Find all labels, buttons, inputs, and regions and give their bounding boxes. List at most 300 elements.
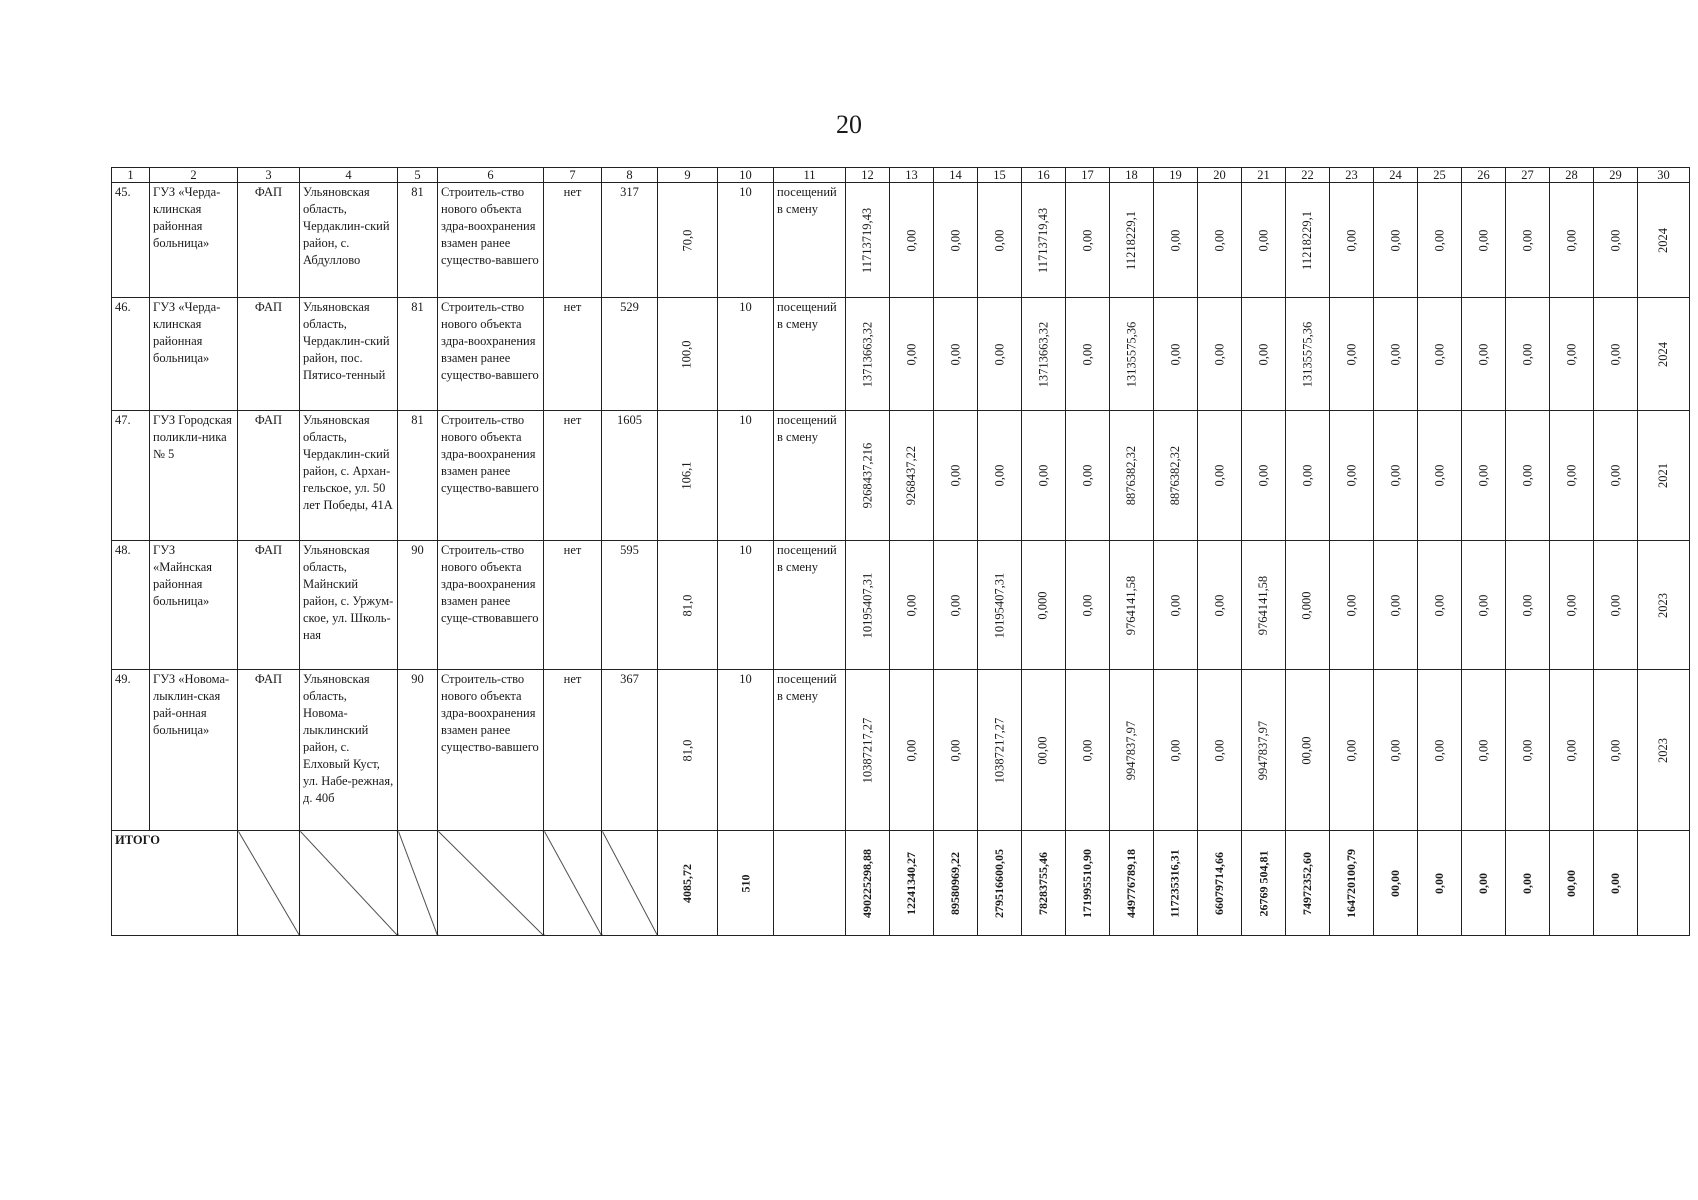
amount-text: 9764141,58 — [1256, 575, 1270, 635]
unit-label: посещений в смену — [774, 183, 846, 298]
amount-cell — [1638, 541, 1690, 670]
amount-cell — [1066, 298, 1110, 411]
total-amount-cell — [1286, 831, 1330, 936]
total-amount-text: 00,00 — [1388, 869, 1402, 897]
capacity-value — [658, 670, 718, 831]
amount-text: 0,00 — [1212, 229, 1226, 251]
capacity-text: 81,0 — [680, 594, 694, 616]
amount-text: 2023 — [1656, 737, 1670, 763]
empty-cell — [238, 831, 300, 936]
amount-cell — [1374, 670, 1418, 831]
amount-text: 0,00 — [1168, 739, 1182, 761]
amount-cell — [1242, 411, 1286, 541]
col10-value: 10 — [718, 298, 774, 411]
organization: ГУЗ «Новома-лыклин-ская рай-онная больница» — [150, 670, 238, 831]
total-amount-text: 26769 504,81 — [1256, 850, 1270, 916]
amount-text: 0,00 — [1564, 594, 1578, 616]
col7-value: нет — [544, 298, 602, 411]
row-number: 47. — [112, 411, 150, 541]
col7-value: нет — [544, 541, 602, 670]
amount-text: 2024 — [1656, 341, 1670, 367]
amount-cell — [1198, 183, 1242, 298]
amount-text: 0,00 — [992, 464, 1006, 487]
col5-value: 90 — [398, 670, 438, 831]
amount-text: 0,00 — [1168, 229, 1182, 251]
total-amount-text: 171995510,90 — [1080, 848, 1094, 918]
work-type: Строитель-ство нового объекта здра-воохранения взамен ранее существо-вавшего — [438, 298, 544, 411]
header-cell: 15 — [978, 168, 1022, 183]
amount-text: 13713663,32 — [860, 321, 874, 387]
amount-text: 0,00 — [1300, 464, 1314, 487]
amount-text: 10387217,27 — [992, 717, 1006, 783]
amount-text: 0,00 — [1212, 343, 1226, 365]
amount-cell — [1110, 541, 1154, 670]
amount-text: 0,00 — [904, 594, 918, 616]
amount-text: 0,00 — [1520, 594, 1534, 616]
amount-text: 0,00 — [1080, 229, 1094, 251]
amount-text: 00,00 — [1300, 735, 1314, 765]
amount-cell — [846, 411, 890, 541]
amount-cell — [890, 541, 934, 670]
work-type: Строитель-ство нового объекта здра-воохранения взамен ранее существо-вавшего — [438, 183, 544, 298]
total-amount-cell — [1638, 831, 1690, 936]
amount-text: 9764141,58 — [1124, 575, 1138, 635]
empty-cell — [398, 831, 438, 936]
amount-text: 0,00 — [992, 229, 1006, 251]
amount-text: 0,00 — [1564, 739, 1578, 761]
amount-cell — [1506, 183, 1550, 298]
amount-cell — [1066, 183, 1110, 298]
work-type: Строитель-ство нового объекта здра-воохранения взамен ранее суще-ствовавшего — [438, 541, 544, 670]
amount-cell — [1506, 298, 1550, 411]
organization: ГУЗ «Майнская районная больница» — [150, 541, 238, 670]
amount-cell — [1506, 670, 1550, 831]
amount-cell — [1462, 670, 1506, 831]
facility-type: ФАП — [238, 183, 300, 298]
amount-text: 0,00 — [1608, 229, 1622, 251]
amount-text: 0,00 — [1476, 343, 1490, 365]
total-capacity — [658, 831, 718, 936]
amount-cell — [1418, 298, 1462, 411]
amount-text: 13135575,36 — [1300, 321, 1314, 387]
amount-text: 2021 — [1656, 463, 1670, 488]
amount-cell — [1198, 670, 1242, 831]
header-cell: 6 — [438, 168, 544, 183]
total-amount-text: 164720100,79 — [1344, 848, 1358, 918]
total-row — [112, 831, 1690, 936]
organization: ГУЗ Городская поликли-ника № 5 — [150, 411, 238, 541]
header-cell: 26 — [1462, 168, 1506, 183]
amount-cell — [1154, 411, 1198, 541]
amount-text: 11713719,43 — [860, 207, 875, 273]
amount-cell — [1330, 298, 1374, 411]
amount-text: 0,00 — [1256, 343, 1270, 365]
header-cell: 20 — [1198, 168, 1242, 183]
amount-text: 0,00 — [1520, 739, 1534, 761]
amount-cell — [1374, 183, 1418, 298]
work-type: Строитель-ство нового объекта здра-воохранения взамен ранее существо-вавшего — [438, 411, 544, 541]
header-cell: 21 — [1242, 168, 1286, 183]
total-amount-cell — [1418, 831, 1462, 936]
amount-cell — [1330, 411, 1374, 541]
header-cell: 1 — [112, 168, 150, 183]
total-amount-cell — [1242, 831, 1286, 936]
amount-text: 0,00 — [1432, 229, 1446, 251]
amount-cell — [978, 541, 1022, 670]
total-amount-cell — [890, 831, 934, 936]
amount-text: 0,00 — [948, 343, 962, 365]
amount-cell — [846, 183, 890, 298]
amount-text: 0,00 — [1344, 343, 1358, 365]
amount-text: 0,00 — [1212, 739, 1226, 761]
amount-text: 0,00 — [1168, 343, 1182, 365]
header-cell: 17 — [1066, 168, 1110, 183]
col7-value: нет — [544, 670, 602, 831]
total-label: ИТОГО — [112, 831, 238, 936]
address: Ульяновская область, Чердаклин-ский район, пос. Пятисо-тенный — [300, 298, 398, 411]
facility-type: ФАП — [238, 670, 300, 831]
total-amount-text: 66079714,66 — [1212, 851, 1226, 915]
amount-cell — [1286, 183, 1330, 298]
amount-text: 0,00 — [1080, 343, 1094, 365]
amount-text: 0,00 — [1476, 739, 1490, 761]
address: Ульяновская область, Майнский район, с. Уржум-ское, ул. Школь-ная — [300, 541, 398, 670]
amount-cell — [1462, 411, 1506, 541]
amount-cell — [1242, 541, 1286, 670]
amount-cell — [1022, 670, 1066, 831]
table-row — [112, 183, 1690, 298]
amount-cell — [934, 541, 978, 670]
amount-cell — [1550, 298, 1594, 411]
total-amount-cell — [934, 831, 978, 936]
amount-text: 0,00 — [904, 739, 918, 761]
header-cell: 4 — [300, 168, 398, 183]
amount-cell — [1198, 541, 1242, 670]
amount-text: 00,00 — [1036, 735, 1050, 765]
amount-cell — [1462, 183, 1506, 298]
header-row — [112, 168, 1690, 183]
header-cell: 12 — [846, 168, 890, 183]
amount-text: 0,00 — [1564, 229, 1578, 251]
total-amount-cell — [1022, 831, 1066, 936]
amount-cell — [1638, 183, 1690, 298]
amount-cell — [1286, 298, 1330, 411]
amount-cell — [1374, 411, 1418, 541]
amount-cell — [1462, 298, 1506, 411]
header-cell: 22 — [1286, 168, 1330, 183]
capacity-value — [658, 298, 718, 411]
total-amount-text: 0,00 — [1476, 872, 1490, 894]
table-row — [112, 298, 1690, 411]
col8-value: 317 — [602, 183, 658, 298]
col10-value: 10 — [718, 670, 774, 831]
amount-cell — [1110, 298, 1154, 411]
amount-text: 0,00 — [1168, 594, 1182, 616]
amount-text: 13135575,36 — [1124, 321, 1138, 387]
amount-cell — [1198, 298, 1242, 411]
table-row — [112, 670, 1690, 831]
amount-cell — [1154, 298, 1198, 411]
unit-label: посещений в смену — [774, 298, 846, 411]
total-amount-cell — [1330, 831, 1374, 936]
amount-text: 11218229,1 — [1300, 210, 1315, 270]
amount-cell — [934, 183, 978, 298]
amount-cell — [1330, 183, 1374, 298]
total-amount-cell — [1462, 831, 1506, 936]
amount-cell — [1594, 183, 1638, 298]
facility-type: ФАП — [238, 541, 300, 670]
header-cell: 3 — [238, 168, 300, 183]
amount-text: 0,00 — [1036, 464, 1050, 487]
amount-text: 0,00 — [1476, 594, 1490, 616]
amount-cell — [1022, 298, 1066, 411]
total-amount-cell — [1506, 831, 1550, 936]
capacity-value — [658, 183, 718, 298]
amount-text: 0,00 — [1388, 594, 1402, 616]
amount-cell — [890, 411, 934, 541]
total-col10 — [718, 831, 774, 936]
amount-text: 9947837,97 — [1256, 720, 1270, 780]
header-cell: 7 — [544, 168, 602, 183]
header-cell: 25 — [1418, 168, 1462, 183]
amount-text: 0,00 — [1608, 464, 1622, 487]
amount-cell — [1550, 541, 1594, 670]
amount-cell — [1066, 411, 1110, 541]
header-cell: 19 — [1154, 168, 1198, 183]
amount-cell — [1330, 541, 1374, 670]
amount-text: 0,00 — [1520, 343, 1534, 365]
amount-text: 2024 — [1656, 227, 1670, 253]
amount-cell — [1374, 541, 1418, 670]
amount-cell — [1330, 670, 1374, 831]
amount-cell — [846, 541, 890, 670]
capacity-text: 70,0 — [680, 229, 694, 251]
header-cell: 29 — [1594, 168, 1638, 183]
row-number: 45. — [112, 183, 150, 298]
col8-value: 595 — [602, 541, 658, 670]
total-amount-text: 0,00 — [1608, 872, 1622, 894]
empty-cell — [774, 831, 846, 936]
header-cell: 10 — [718, 168, 774, 183]
amount-cell — [1506, 541, 1550, 670]
amount-text: 0,00 — [1388, 464, 1402, 487]
amount-text: 0,00 — [948, 739, 962, 761]
amount-cell — [1110, 183, 1154, 298]
amount-cell — [1110, 670, 1154, 831]
total-amount-cell — [1550, 831, 1594, 936]
amount-text: 8876382,32 — [1124, 445, 1138, 506]
total-amount-cell — [1198, 831, 1242, 936]
amount-text: 0,00 — [1432, 343, 1446, 365]
table-row — [112, 411, 1690, 541]
amount-cell — [1594, 411, 1638, 541]
total-amount-text: 78283755,46 — [1036, 851, 1050, 915]
total-amount-cell — [1154, 831, 1198, 936]
amount-cell — [1066, 541, 1110, 670]
total-amount-text: 89580969,22 — [948, 851, 962, 915]
amount-text: 0,00 — [948, 464, 962, 487]
amount-cell — [846, 670, 890, 831]
amount-cell — [1242, 183, 1286, 298]
amount-text: 11218229,1 — [1124, 210, 1139, 270]
amount-cell — [934, 298, 978, 411]
work-type: Строитель-ство нового объекта здра-воохранения взамен ранее существо-вавшего — [438, 670, 544, 831]
header-cell: 13 — [890, 168, 934, 183]
amount-cell — [1418, 541, 1462, 670]
facility-type: ФАП — [238, 411, 300, 541]
amount-text: 0,00 — [904, 229, 918, 251]
amount-text: 0,00 — [1520, 464, 1534, 487]
total-amount-text: 0,00 — [1520, 872, 1534, 894]
amount-cell — [1418, 670, 1462, 831]
amount-cell — [978, 298, 1022, 411]
amount-text: 0,00 — [1608, 594, 1622, 616]
amount-text: 0,00 — [1520, 229, 1534, 251]
total-amount-text: 0,00 — [1432, 872, 1446, 894]
col7-value: нет — [544, 183, 602, 298]
amount-cell — [1506, 411, 1550, 541]
amount-text: 11713719,43 — [1036, 207, 1051, 273]
amount-cell — [978, 411, 1022, 541]
amount-text: 0,00 — [1256, 464, 1270, 487]
amount-text: 0,00 — [1256, 229, 1270, 251]
amount-text: 0,00 — [1608, 739, 1622, 761]
amount-text: 0,00 — [1432, 594, 1446, 616]
amount-text: 0,00 — [1344, 594, 1358, 616]
header-cell: 18 — [1110, 168, 1154, 183]
unit-label: посещений в смену — [774, 670, 846, 831]
amount-text: 0,00 — [1212, 594, 1226, 616]
col8-value: 529 — [602, 298, 658, 411]
amount-cell — [1242, 670, 1286, 831]
amount-text: 0,00 — [1476, 464, 1490, 487]
amount-text: 0,000 — [1036, 590, 1050, 620]
amount-text: 13713663,32 — [1036, 321, 1050, 387]
address: Ульяновская область, Новома-лыклинский район, с. Елховый Куст, ул. Набе-режная, д. 40б — [300, 670, 398, 831]
organization: ГУЗ «Черда-клинская районная больница» — [150, 183, 238, 298]
row-number: 49. — [112, 670, 150, 831]
amount-cell — [1594, 298, 1638, 411]
amount-cell — [1594, 670, 1638, 831]
col5-value: 81 — [398, 298, 438, 411]
amount-cell — [890, 183, 934, 298]
col7-value: нет — [544, 411, 602, 541]
amount-text: 0,00 — [1080, 739, 1094, 761]
header-cell: 11 — [774, 168, 846, 183]
amount-cell — [934, 411, 978, 541]
amount-text: 9947837,97 — [1124, 720, 1138, 780]
amount-cell — [1286, 411, 1330, 541]
total-amount-text: 12241340,27 — [904, 851, 918, 915]
amount-text: 0,00 — [1608, 343, 1622, 365]
amount-text: 0,00 — [1432, 464, 1446, 487]
empty-cell — [300, 831, 398, 936]
amount-cell — [890, 670, 934, 831]
total-amount-text: 490225298,88 — [860, 848, 874, 918]
amount-text: 0,00 — [1476, 229, 1490, 251]
amount-cell — [1418, 411, 1462, 541]
amount-text: 8876382,32 — [1168, 445, 1182, 506]
amount-cell — [1550, 183, 1594, 298]
empty-cell — [438, 831, 544, 936]
address: Ульяновская область, Чердаклин-ский район, с. Абдуллово — [300, 183, 398, 298]
total-amount-text: 117235316,31 — [1168, 848, 1182, 918]
amount-cell — [1286, 541, 1330, 670]
amount-cell — [1154, 183, 1198, 298]
table-row — [112, 541, 1690, 670]
amount-cell — [846, 298, 890, 411]
amount-cell — [1286, 670, 1330, 831]
amount-text: 10195407,31 — [992, 572, 1006, 638]
header-cell: 9 — [658, 168, 718, 183]
row-number: 46. — [112, 298, 150, 411]
amount-cell — [1110, 411, 1154, 541]
header-cell: 30 — [1638, 168, 1690, 183]
amount-cell — [890, 298, 934, 411]
capacity-text: 100,0 — [680, 339, 694, 369]
total-amount-cell — [1066, 831, 1110, 936]
total-amount-cell — [846, 831, 890, 936]
amount-cell — [1022, 541, 1066, 670]
amount-text: 10387217,27 — [860, 717, 874, 783]
header-cell: 8 — [602, 168, 658, 183]
col10-value: 10 — [718, 541, 774, 670]
total-amount-cell — [1594, 831, 1638, 936]
address: Ульяновская область, Чердаклин-ский район, с. Архан-гельское, ул. 50 лет Победы, 41А — [300, 411, 398, 541]
col10-value: 10 — [718, 183, 774, 298]
empty-cell — [602, 831, 658, 936]
total-amount-cell — [1110, 831, 1154, 936]
header-cell: 2 — [150, 168, 238, 183]
col8-value: 1605 — [602, 411, 658, 541]
total-amount-cell — [978, 831, 1022, 936]
amount-text: 0,00 — [948, 229, 962, 251]
amount-cell — [1154, 541, 1198, 670]
header-cell: 28 — [1550, 168, 1594, 183]
amount-cell — [1198, 411, 1242, 541]
data-table — [111, 167, 1690, 936]
total-amount-text: 00,00 — [1564, 869, 1578, 897]
amount-cell — [934, 670, 978, 831]
amount-cell — [1550, 411, 1594, 541]
amount-text: 9268437,22 — [904, 445, 918, 506]
amount-text: 0,00 — [1344, 739, 1358, 761]
amount-cell — [1022, 411, 1066, 541]
col8-value: 367 — [602, 670, 658, 831]
amount-cell — [1638, 298, 1690, 411]
header-cell: 23 — [1330, 168, 1374, 183]
col5-value: 81 — [398, 183, 438, 298]
empty-cell — [544, 831, 602, 936]
amount-text: 0,00 — [992, 343, 1006, 365]
header-cell: 14 — [934, 168, 978, 183]
amount-cell — [1374, 298, 1418, 411]
amount-text: 0,00 — [1432, 739, 1446, 761]
amount-text: 0,00 — [1344, 229, 1358, 251]
header-cell: 24 — [1374, 168, 1418, 183]
amount-text: 0,00 — [1080, 594, 1094, 616]
amount-cell — [1066, 670, 1110, 831]
amount-cell — [1638, 670, 1690, 831]
amount-text: 0,00 — [1564, 464, 1578, 487]
amount-cell — [1638, 411, 1690, 541]
total-capacity-text: 4085,72 — [680, 863, 694, 903]
organization: ГУЗ «Черда-клинская районная больница» — [150, 298, 238, 411]
header-cell: 5 — [398, 168, 438, 183]
amount-cell — [1242, 298, 1286, 411]
amount-text: 0,00 — [904, 343, 918, 365]
capacity-value — [658, 541, 718, 670]
